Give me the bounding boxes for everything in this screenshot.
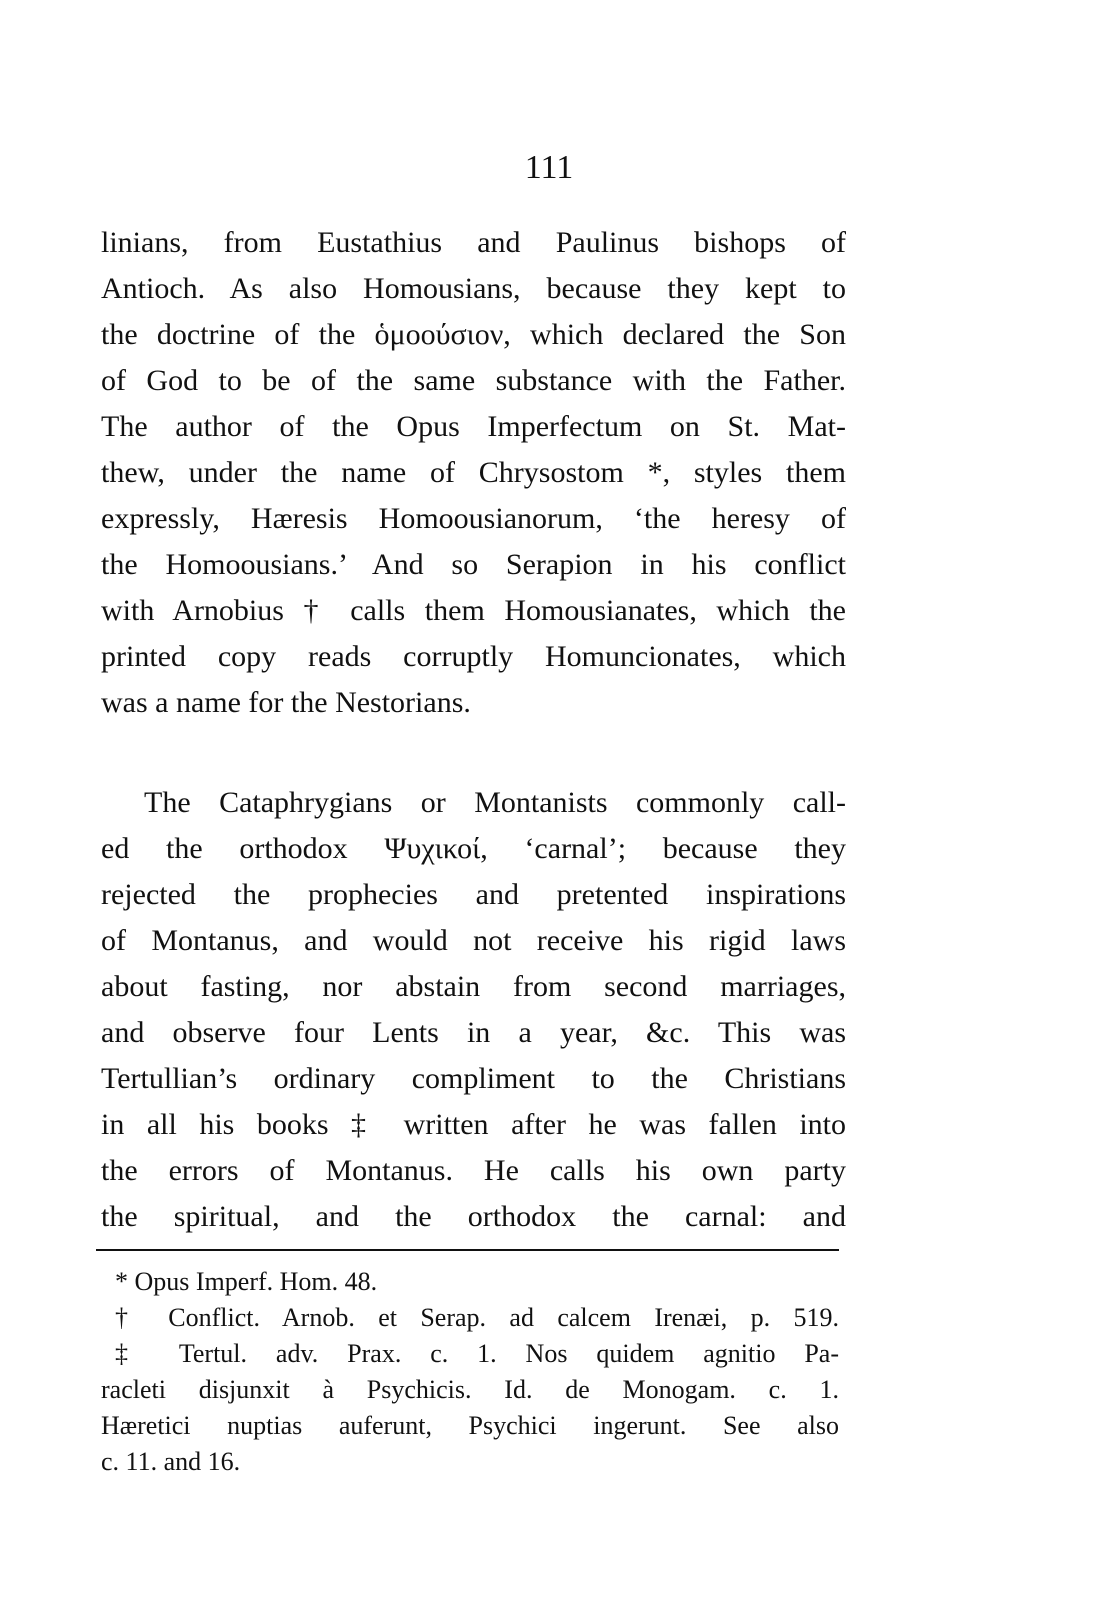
- footnotes: [101, 1264, 839, 1480]
- footnote-divider: [96, 1249, 839, 1251]
- text-line: linians, from Eustathius and Paulinus bishops of: [101, 226, 846, 259]
- footnote-line: * Opus Imperf. Hom. 48.: [115, 1267, 378, 1296]
- text-line: Tertullian’s ordinary compliment to the Christians: [101, 1062, 846, 1095]
- text-line: of God to be of the same substance with the Father.: [101, 364, 846, 397]
- text-line: the spiritual, and the orthodox the carnal: and: [101, 1200, 846, 1233]
- paragraph: [101, 780, 846, 1240]
- text-line: was a name for the Nestorians.: [101, 686, 471, 719]
- text-line: with Arnobius † calls them Homousianates, which the: [101, 594, 846, 627]
- text-line: the errors of Montanus. He calls his own party: [101, 1154, 846, 1187]
- footnote-line: † Conflict. Arnob. et Serap. ad calcem Irenæi, p. 519.: [115, 1303, 839, 1332]
- text-line: Antioch. As also Homousians, because they kept to: [101, 272, 846, 305]
- text-line: expressly, Hæresis Homoousianorum, ‘the heresy of: [101, 502, 846, 535]
- footnote-line: c. 11. and 16.: [101, 1447, 241, 1476]
- footnote-line: Hæretici nuptias auferunt, Psychici ingerunt. See also: [101, 1411, 839, 1440]
- text-line: ed the orthodox Ψυχικοί, ‘carnal’; because they: [101, 832, 846, 865]
- text-line: printed copy reads corruptly Homuncionates, which: [101, 640, 846, 673]
- page-number: 111: [524, 149, 574, 186]
- text-line: the Homoousians.’ And so Serapion in his conflict: [101, 548, 846, 581]
- paragraph: [101, 220, 846, 726]
- footnote-line: ‡ Tertul. adv. Prax. c. 1. Nos quidem agnitio Pa-: [115, 1339, 839, 1368]
- text-line: The Cataphrygians or Montanists commonly call-: [144, 786, 846, 819]
- text-line: The author of the Opus Imperfectum on St. Mat-: [101, 410, 846, 443]
- text-line: of Montanus, and would not receive his rigid laws: [101, 924, 846, 957]
- footnote-line: racleti disjunxit à Psychicis. Id. de Monogam. c. 1.: [101, 1375, 839, 1404]
- text-line: thew, under the name of Chrysostom *, styles them: [101, 456, 846, 489]
- text-line: about fasting, nor abstain from second marriages,: [101, 970, 846, 1003]
- text-line: the doctrine of the ὁμοούσιον, which declared the Son: [101, 318, 846, 351]
- text-line: and observe four Lents in a year, &c. This was: [101, 1016, 846, 1049]
- text-line: in all his books ‡ written after he was fallen into: [101, 1108, 846, 1141]
- text-line: rejected the prophecies and pretented inspirations: [101, 878, 846, 911]
